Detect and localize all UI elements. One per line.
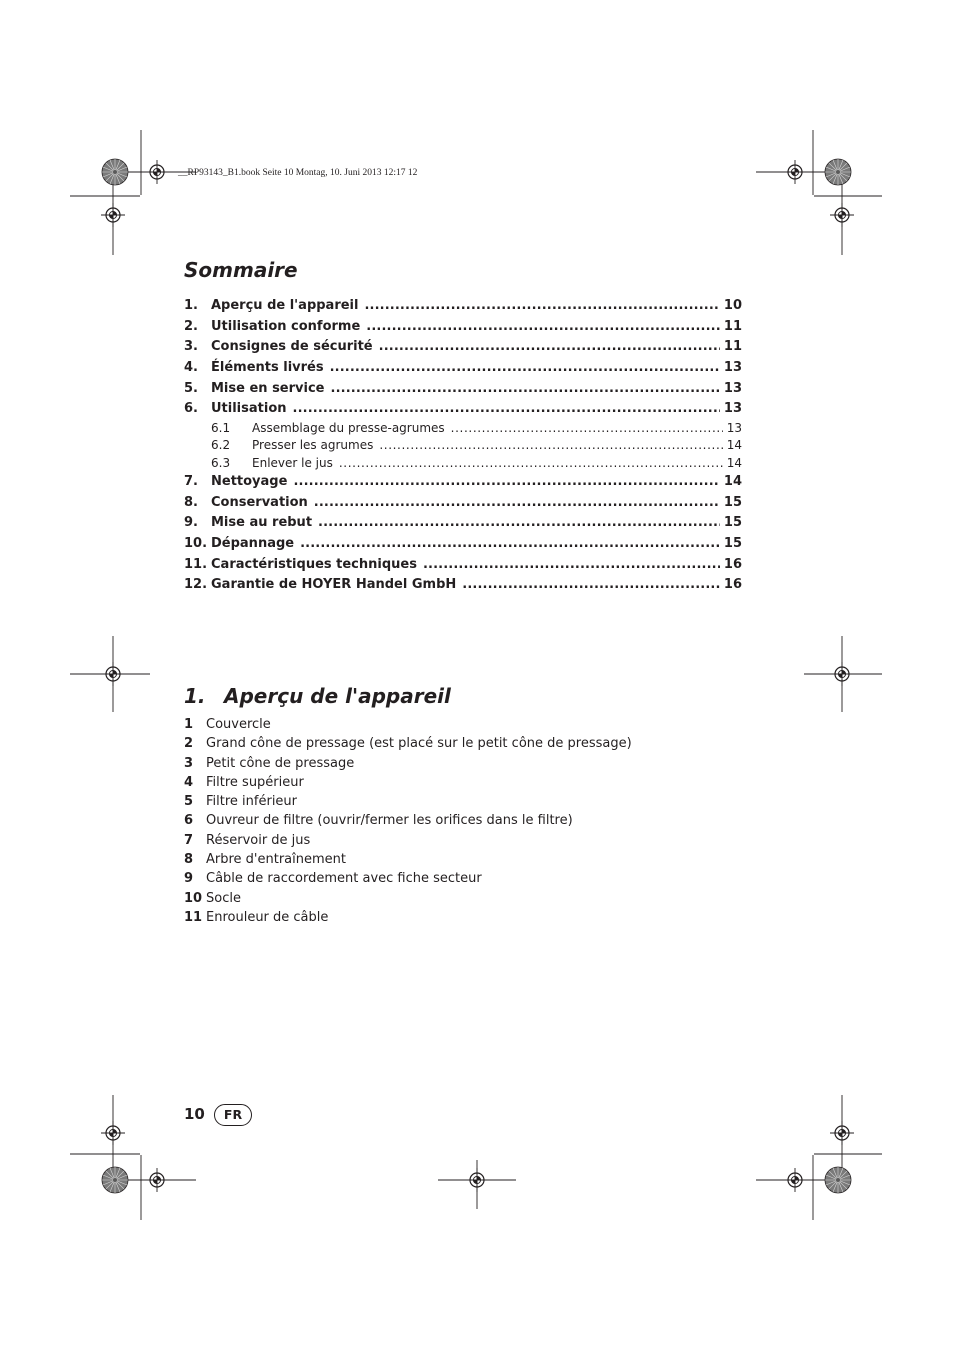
toc-leader-dots [339, 455, 723, 472]
toc-entry-number: 9. [184, 515, 198, 531]
toc-leader-dots [462, 575, 720, 596]
table-of-contents [184, 296, 742, 596]
part-label: Ouvreur de filtre (ouvrir/fermer les orifices dans le filtre) [206, 813, 573, 829]
toc-entry-number: 2. [184, 318, 198, 334]
toc-entry-title: Nettoyage [211, 474, 288, 490]
toc-entry[interactable] [184, 337, 742, 358]
toc-entry-number: 1. [184, 298, 198, 313]
toc-heading: Sommaire [184, 258, 298, 282]
part-item [184, 850, 744, 869]
language-badge: FR [214, 1104, 252, 1126]
part-number: 9 [184, 871, 194, 887]
part-label: Enrouleur de câble [206, 909, 329, 925]
toc-entry-page: 13 [723, 360, 742, 376]
toc-entry-page: 14 [726, 455, 742, 470]
part-item [184, 908, 744, 927]
parts-list [184, 715, 744, 927]
toc-entry[interactable] [184, 575, 742, 596]
toc-entry[interactable] [184, 358, 742, 379]
toc-entry-page: 10 [723, 298, 742, 313]
part-number: 1 [184, 717, 194, 732]
toc-leader-dots [379, 337, 720, 358]
toc-leader-dots [330, 358, 720, 379]
section-number: 1. [184, 684, 206, 708]
toc-entry-page: 15 [723, 515, 742, 531]
part-item [184, 811, 744, 830]
part-item [184, 889, 744, 908]
toc-entry-title: Consignes de sécurité [211, 339, 373, 355]
toc-entry[interactable] [184, 399, 742, 420]
part-number: 10 [184, 890, 203, 906]
toc-entry[interactable] [184, 472, 742, 493]
toc-entry-number: 8. [184, 494, 198, 510]
toc-entry[interactable] [184, 513, 742, 534]
part-item [184, 773, 744, 792]
section-title: Aperçu de l'appareil [224, 684, 451, 708]
toc-entry-title: Mise au rebut [211, 515, 313, 531]
part-item [184, 754, 744, 773]
part-number: 3 [184, 755, 194, 771]
toc-entry-title: Utilisation [211, 401, 287, 417]
section-heading [184, 684, 451, 708]
toc-entry-title: Conservation [211, 494, 308, 510]
part-label: Couvercle [206, 717, 271, 732]
toc-entry-page: 15 [723, 494, 742, 510]
toc-entry-title: Dépannage [211, 536, 295, 552]
part-item [184, 831, 744, 850]
toc-entry-page: 15 [723, 536, 742, 552]
toc-entry-page: 11 [723, 339, 742, 355]
toc-entry[interactable] [184, 555, 742, 576]
part-label: Socle [206, 890, 241, 906]
toc-entry-title: Éléments livrés [211, 360, 324, 376]
part-number: 6 [184, 813, 194, 829]
toc-entry-title: Enlever le jus [252, 455, 333, 470]
toc-entry[interactable] [184, 317, 742, 338]
toc-entry[interactable] [184, 420, 742, 437]
part-item [184, 734, 744, 753]
toc-entry[interactable] [184, 455, 742, 472]
part-label: Câble de raccordement avec fiche secteur [206, 871, 482, 887]
part-label: Réservoir de jus [206, 832, 311, 848]
toc-leader-dots [451, 420, 723, 437]
toc-entry-title: Mise en service [211, 380, 325, 396]
part-label: Grand cône de pressage (est placé sur le petit cône de pressage) [206, 736, 632, 752]
part-number: 7 [184, 832, 194, 848]
part-number: 11 [184, 909, 203, 925]
toc-entry-number: 6. [184, 401, 198, 417]
part-item [184, 869, 744, 888]
toc-entry-page: 13 [723, 380, 742, 396]
toc-entry-title: Presser les agrumes [252, 438, 374, 453]
toc-entry-number: 3. [184, 339, 198, 355]
toc-leader-dots [366, 317, 720, 338]
toc-entry-number: 5. [184, 380, 198, 396]
part-label: Filtre supérieur [206, 774, 304, 790]
toc-entry-title: Caractéristiques techniques [211, 556, 417, 572]
print-slug: __RP93143_B1.book Seite 10 Montag, 10. Juni 2013 12:17 12 [178, 168, 418, 178]
toc-entry-number: 6.3 [211, 455, 231, 470]
part-number: 2 [184, 736, 194, 752]
part-item [184, 792, 744, 811]
toc-entry-page: 13 [726, 421, 742, 436]
toc-entry-page: 16 [723, 577, 742, 593]
toc-leader-dots [379, 437, 722, 454]
part-item [184, 715, 744, 734]
part-label: Arbre d'entraînement [206, 852, 346, 868]
toc-leader-dots [293, 399, 720, 420]
toc-leader-dots [318, 513, 720, 534]
toc-entry[interactable] [184, 534, 742, 555]
toc-entry-number: 10. [184, 536, 208, 552]
toc-entry-page: 11 [723, 318, 742, 334]
part-label: Filtre inférieur [206, 794, 298, 810]
toc-entry-title: Assemblage du presse-agrumes [252, 421, 445, 436]
toc-entry-page: 16 [723, 556, 742, 572]
toc-leader-dots [364, 296, 719, 317]
toc-entry-number: 6.2 [211, 438, 231, 453]
toc-entry[interactable] [184, 296, 742, 317]
toc-leader-dots [300, 534, 720, 555]
part-number: 4 [184, 774, 194, 790]
toc-entry[interactable] [184, 437, 742, 454]
toc-entry-number: 12. [184, 577, 208, 593]
toc-entry-page: 14 [723, 474, 742, 490]
part-label: Petit cône de pressage [206, 755, 355, 771]
part-number: 8 [184, 852, 194, 868]
page-number: 10 [184, 1105, 205, 1123]
toc-entry-number: 11. [184, 556, 208, 572]
toc-entry-number: 4. [184, 360, 198, 376]
toc-entry[interactable] [184, 493, 742, 514]
toc-entry[interactable] [184, 379, 742, 400]
toc-leader-dots [331, 379, 720, 400]
toc-entry-title: Aperçu de l'appareil [211, 298, 359, 313]
toc-entry-page: 13 [723, 401, 742, 417]
part-number: 5 [184, 794, 194, 810]
toc-entry-title: Utilisation conforme [211, 318, 361, 334]
toc-entry-number: 7. [184, 474, 198, 490]
toc-entry-number: 6.1 [211, 421, 231, 436]
toc-leader-dots [314, 493, 720, 514]
toc-entry-page: 14 [726, 438, 742, 453]
toc-leader-dots [423, 555, 720, 576]
toc-leader-dots [293, 472, 719, 493]
toc-entry-title: Garantie de HOYER Handel GmbH [211, 577, 457, 593]
